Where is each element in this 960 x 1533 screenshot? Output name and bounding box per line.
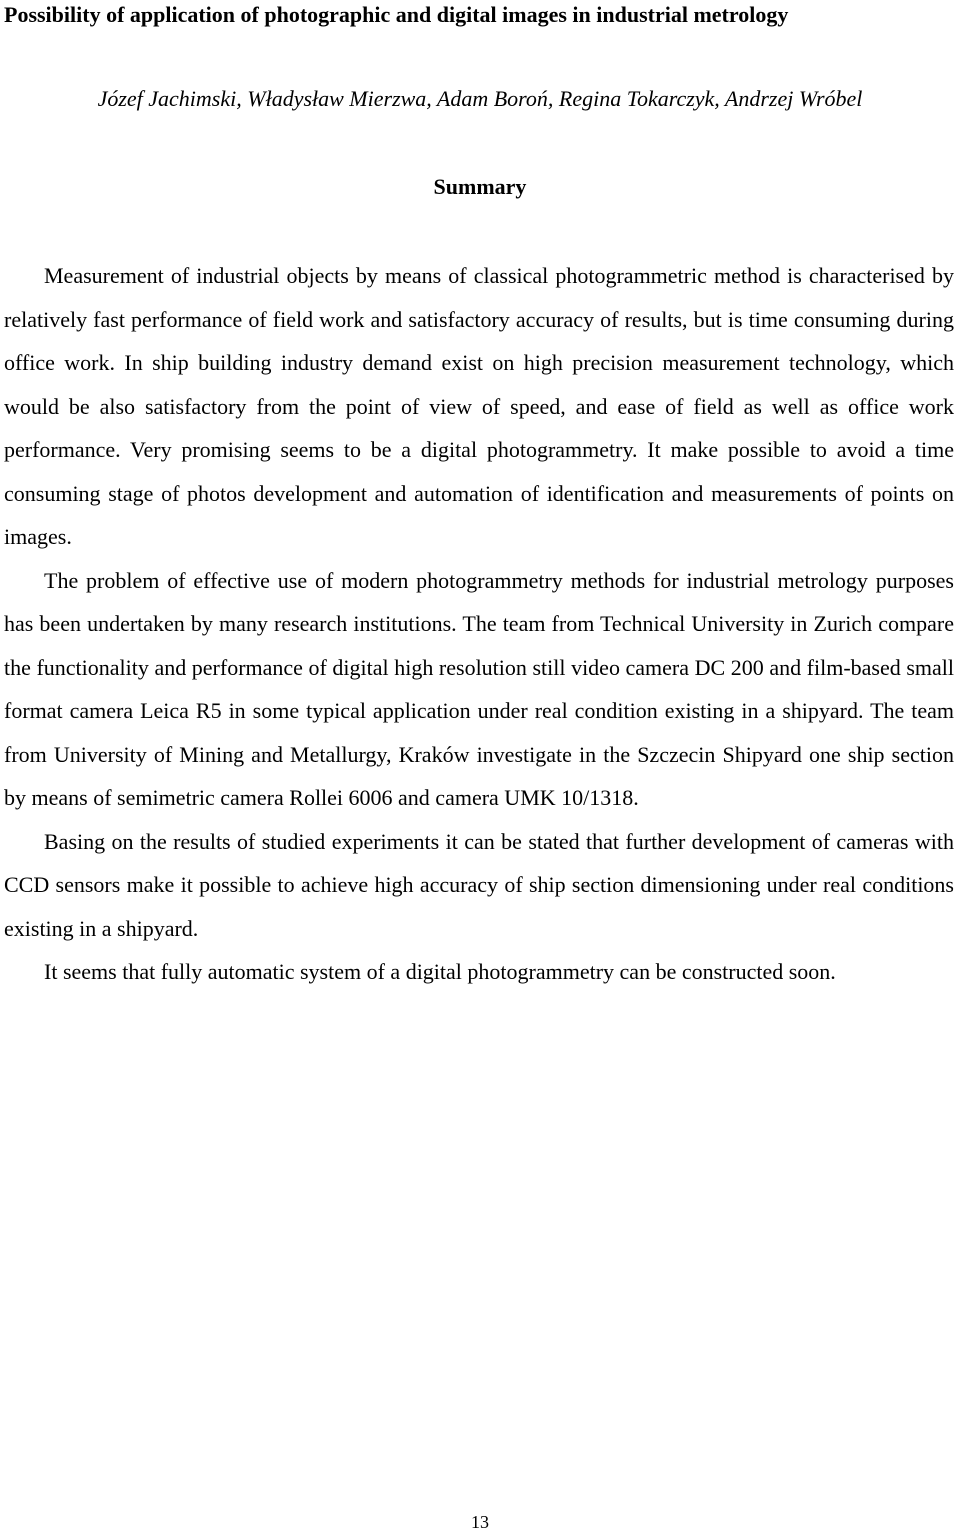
summary-body — [4, 254, 954, 994]
summary-heading: Summary — [433, 174, 527, 199]
page-number: 13 — [471, 1512, 489, 1532]
summary-paragraph-2: The problem of effective use of modern photogrammetry methods for industrial metrology purposes has been undertaken by many research institutions. The team from Technical University in Zurich compare the functionality and performance of digital high resolution still video camera DC 200 and film-based small format camera Leica R5 in some typical application under real condition existing in a shipyard. The team from University of Mining and Metallurgy, Kraków investigate in the Szczecin Shipyard one ship section by means of semimetric camera Rollei 6006 and camera UMK 10/1318. — [4, 567, 954, 810]
paper-title: Possibility of application of photographic and digital images in industrial metrology — [4, 2, 789, 27]
author-list: Józef Jachimski, Władysław Mierzwa, Adam Boroń, Regina Tokarczyk, Andrzej Wróbel — [97, 86, 863, 111]
summary-paragraph-1: Measurement of industrial objects by means of classical photogrammetric method is characterised by relatively fast performance of field work and satisfactory accuracy of results, but is time consuming during office work. In ship building industry demand exist on high precision measurement technology, which would be also satisfactory from the point of view of speed, and ease of field as well as office work performance. Very promising seems to be a digital photogrammetry. It make possible to avoid a time consuming stage of photos development and automation of identification and measurements of points on images. — [4, 263, 954, 549]
summary-paragraph-3: Basing on the results of studied experiments it can be stated that further development of cameras with CCD sensors make it possible to achieve high accuracy of ship section dimensioning under real conditions existing in a shipyard. — [4, 828, 954, 941]
summary-paragraph-4: It seems that fully automatic system of a digital photogrammetry can be constructed soon. — [44, 959, 836, 984]
